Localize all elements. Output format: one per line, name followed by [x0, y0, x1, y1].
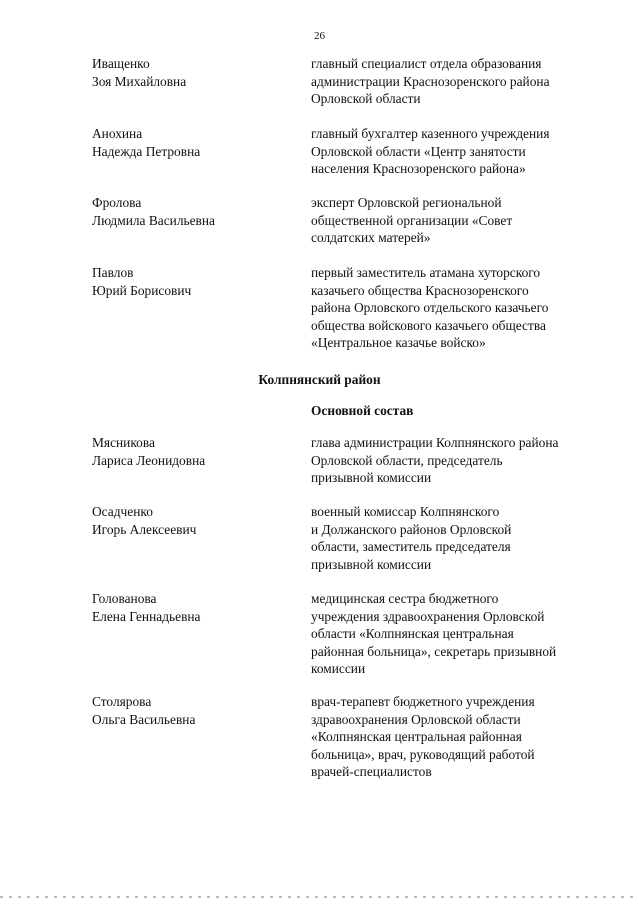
member-name: [92, 434, 292, 469]
position-line: «Центральное казачье войско»: [311, 335, 486, 351]
position-line: Орловской области: [311, 91, 421, 107]
position-line: населения Краснозоренского района»: [311, 161, 526, 177]
position-line: больница», врач, руководящий работой: [311, 746, 535, 762]
position-line: медицинская сестра бюджетного: [311, 591, 499, 606]
member-name: [92, 125, 292, 160]
member-position: [311, 693, 611, 781]
member-name: [92, 194, 292, 229]
member-surname: Столярова: [92, 694, 152, 709]
position-line: призывной комиссии: [311, 470, 432, 486]
page-number: 26: [314, 30, 325, 42]
section-subheading: Основной состав: [311, 403, 414, 418]
position-line: Орловской области «Центр занятости: [311, 143, 526, 159]
member-position: [311, 264, 611, 352]
position-line: района Орловского отдельского казачьего: [311, 300, 549, 316]
member-position: [311, 125, 611, 178]
position-line: врачей-специалистов: [311, 764, 432, 780]
position-line: Орловской области, председатель: [311, 452, 503, 468]
position-line: и Должанского районов Орловской: [311, 521, 512, 537]
position-line: глава администрации Колпнянского района: [311, 435, 559, 450]
member-given-names: Надежда Петровна: [92, 143, 201, 159]
member-surname: Фролова: [92, 195, 142, 210]
position-line: области «Колпнянская центральная: [311, 626, 514, 642]
position-line: призывной комиссии: [311, 556, 432, 572]
position-line: военный комиссар Колпнянского: [311, 504, 500, 519]
position-line: «Колпнянская центральная районная: [311, 729, 522, 745]
district-heading: Колпнянский район: [258, 372, 381, 387]
position-line: комиссии: [311, 661, 366, 677]
member-position: [311, 434, 611, 487]
member-given-names: Людмила Васильевна: [92, 212, 215, 228]
member-given-names: Лариса Леонидовна: [92, 452, 206, 468]
member-given-names: Юрий Борисович: [92, 282, 192, 298]
position-line: администрации Краснозоренского района: [311, 73, 550, 89]
member-name: [92, 590, 292, 625]
position-line: учреждения здравоохранения Орловской: [311, 608, 545, 624]
member-given-names: Игорь Алексеевич: [92, 521, 197, 537]
position-line: здравоохранения Орловской области: [311, 711, 521, 727]
position-line: врач-терапевт бюджетного учреждения: [311, 694, 535, 709]
member-name: [92, 693, 292, 728]
scan-edge-artifact: [0, 896, 639, 898]
member-given-names: Елена Геннадьевна: [92, 608, 201, 624]
position-line: области, заместитель председателя: [311, 539, 511, 555]
position-line: главный специалист отдела образования: [311, 56, 542, 71]
member-surname: Осадченко: [92, 504, 153, 519]
position-line: эксперт Орловской региональной: [311, 195, 502, 210]
member-given-names: Ольга Васильевна: [92, 711, 196, 727]
member-name: [92, 55, 292, 90]
member-surname: Павлов: [92, 265, 134, 280]
position-line: общества войскового казачьего общества: [311, 317, 546, 333]
member-position: [311, 194, 611, 247]
member-position: [311, 590, 611, 678]
member-surname: Мясникова: [92, 435, 155, 450]
member-name: [92, 503, 292, 538]
member-position: [311, 55, 611, 108]
member-surname: Голованова: [92, 591, 157, 606]
member-surname: Анохина: [92, 126, 143, 141]
position-line: районная больница», секретарь призывной: [311, 643, 557, 659]
position-line: общественной организации «Совет: [311, 212, 513, 228]
position-line: первый заместитель атамана хуторского: [311, 265, 541, 280]
member-position: [311, 503, 611, 573]
member-given-names: Зоя Михайловна: [92, 73, 187, 89]
member-name: [92, 264, 292, 299]
position-line: главный бухгалтер казенного учреждения: [311, 126, 550, 141]
member-surname: Иващенко: [92, 56, 150, 71]
position-line: казачьего общества Краснозоренского: [311, 282, 529, 298]
position-line: солдатских матерей»: [311, 230, 431, 246]
